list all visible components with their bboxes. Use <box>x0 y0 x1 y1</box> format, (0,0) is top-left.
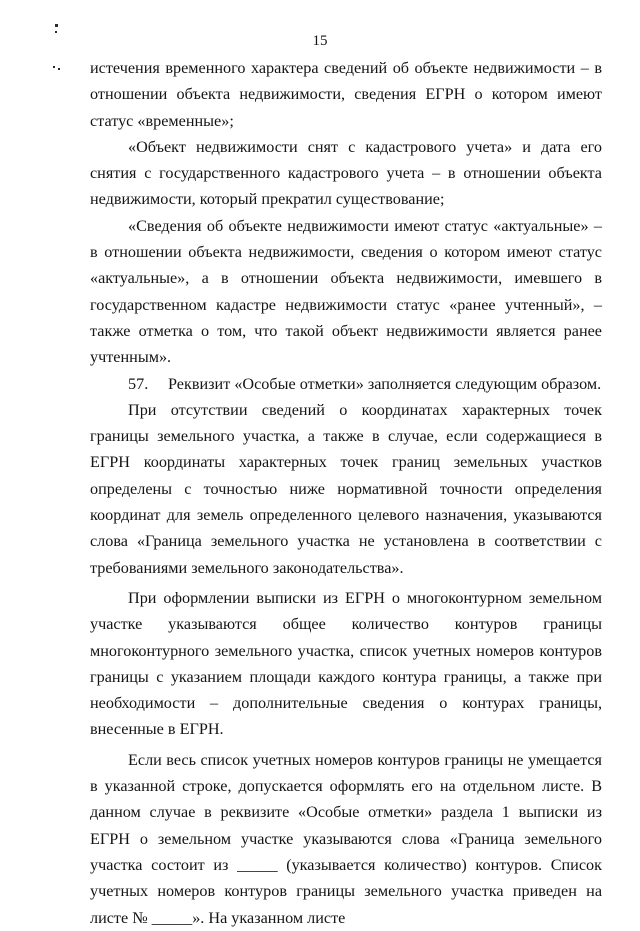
scan-artifact-mark <box>55 24 58 27</box>
item-text: Реквизит «Особые отметки» заполняется следующим образом. <box>168 374 602 393</box>
paragraph: «Сведения об объекте недвижимости имеют статус «актуальные» – в отношении объекта недвижимости, сведения о котором имеют статус «актуальные», а в отношении объекта недвижимости, имевшего в государственном кадастре недвижимости статус «ранее учтенный», – также отметка о том, что такой объект недвижимости является ранее учтенным». <box>90 216 602 367</box>
item-number: 57. <box>128 374 149 393</box>
scan-artifact-mark <box>58 68 60 70</box>
paragraph: При оформлении выписки из ЕГРН о многоконтурном земельном участке указываются общее количество контуров границы многоконтурного земельного участка, список учетных номеров контуров границы с указанием площади каждого контура границы, а также при необходимости – дополнительные сведения о контурах границы, внесенные в ЕГРН. <box>90 588 602 739</box>
page-number: 15 <box>312 33 328 49</box>
scan-artifact-mark <box>53 66 55 68</box>
paragraph: «Объект недвижимости снят с кадастрового учета» и дата его снятия с государственного кадастрового учета – в отношении объекта недвижимости, который прекратил существование; <box>90 137 602 209</box>
paragraph: истечения временного характера сведений об объекте недвижимости – в отношении объекта недвижимости, сведения ЕГРН о котором имеют статус «временные»; <box>90 59 602 130</box>
paragraph: Если весь список учетных номеров контуров границы не умещается в указанной строке, допускается оформлять его на отдельном листе. В данном случае в реквизите «Особые отметки» раздела 1 выписки из ЕГРН о земельном участке указываются слова «Граница земельного участка состоит из _____ (указывается количество) контуров. Список учетных номеров контуров границы земельного участка приведен на листе № _____». На указанном листе <box>90 750 602 927</box>
numbered-item-57 <box>90 371 602 397</box>
paragraph: При отсутствии сведений о координатах характерных точек границы земельного участка, а также в случае, если содержащиеся в ЕГРН координаты характерных точек границ земельных участков определены с точностью ниже нормативной точности определения координат для земель определенного целевого назначения, указываются слова «Граница земельного участка не установлена в соответствии с требованиями земельного законодательства». <box>90 400 602 577</box>
document-body <box>90 55 602 931</box>
